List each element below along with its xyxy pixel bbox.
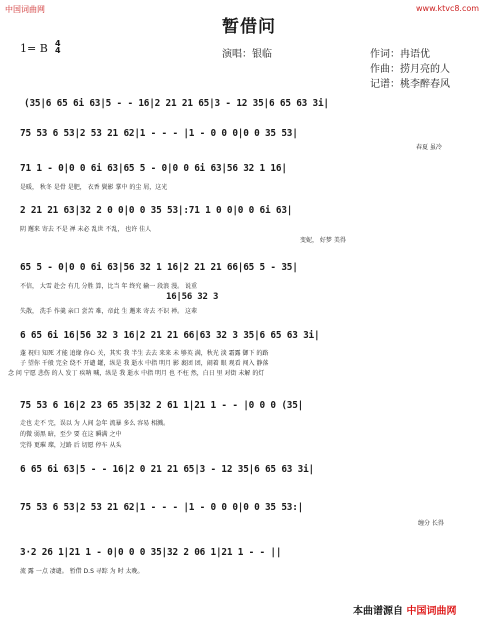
notation-line: 3·2 26 1|21 1 - 0|0 0 0 35|32 2 06 1|21 1 - - || [20,547,282,558]
lyric-line: 完得 更璀 璨，过路 后 切愿 停车 从头 [20,442,122,449]
footer-site-link[interactable]: 中国词曲网 [406,606,457,617]
lyric-line: 子 望你 千般 完全 绕不 开谴 罐，纵是 我 逝水 中指 明月 影 裹团 团，闹着 眼 观看 闯入 静落 [20,360,269,367]
lyric-line: 失散， 洗手 作羹 亲口 尝苦 难，帝此 生 邂来 寄去 不识 禅。 这辈 [20,308,197,315]
lyric-line: 缠分 长得 [418,520,444,527]
watermark-top-left: 中国词曲网 [5,5,45,14]
lyric-line: 春夏 虽冷 [416,144,442,151]
lyric-line: 蓬 祝归 知死 才能 追缘 你心 关，其实 我 半生 去去 来来 未 够英 满，秋光 淡 霜露 御下 的路 [20,350,269,357]
notation-line: 2 21 21 63|32 2 0 0|0 0 35 53|:71 1 0 0|0 0 6i 63| [20,205,293,216]
notation-line: 6 65 6i 16|56 32 3 16|2 21 21 66|63 32 3 35|6 65 63 3i| [20,330,320,341]
notation-line: 65 5 - 0|0 0 6i 63|56 32 1 16|2 21 21 66|65 5 - 35| [20,262,298,273]
lyric-line: 是暖， 秋冬 是骨 是肥， 衣香 鬓影 掌中 的尘 屑，这光 [20,184,168,191]
lyric-line: 阴 邂来 寄去 不是 禅 未必 乱世 不乱， 也许 佳人 [20,226,152,233]
lyric-line: 念 问 宁愿 悲伤 的人 发丁 疾呐 喊，纵是 我 逝水 中指 明月 也 不枉 然，白日 里 对街 未解 的灯 [8,370,265,377]
time-signature [55,40,61,54]
singer: 演唱：银临 [222,49,272,60]
notation-line: 16|56 32 3 [166,292,219,302]
lyric-line: 走也 走不 完，误以 为 人间 急年 流暴 多么 容易 相溅。 [20,420,170,427]
notation-line: 75 53 6 16|2 23 65 35|32 2 61 1|21 1 - - |0 0 0 (35| [20,400,304,411]
time-sig-top: 4 [55,39,61,48]
footer-prefix: 本曲谱源自 [353,606,403,617]
notation-line: 75 53 6 53|2 53 21 62|1 - - - |1 - 0 0 0|0 0 35 53:| [20,502,304,513]
key-signature: 1= B [20,42,48,55]
lyric-line: 流 露 一点 凄谴。 暂借 D.S 寻踪 为 时 太晚。 [20,568,144,575]
watermark-top-right: www.ktvc8.com [416,4,480,13]
song-title: 暂借问 [222,17,276,37]
lyricist: 作词：冉语优 [370,49,430,60]
time-sig-bottom: 4 [55,46,61,55]
notation-line: 75 53 6 53|2 53 21 62|1 - - - |1 - 0 0 0|0 0 35 53| [20,128,298,139]
transcriber: 记谱：桃李醉春风 [370,79,450,90]
lyric-line: 的微 弱黑 暗，至少 要 在这 瞬满 之中 [20,431,122,438]
composer: 作曲：捞月亮的人 [370,64,450,75]
footer-source [353,602,456,617]
notation-line: (35|6 65 6i 63|5 - - 16|2 21 21 65|3 - 12 35|6 65 63 3i| [24,98,329,109]
notation-line: 6 65 6i 63|5 - - 16|2 0 21 21 65|3 - 12 35|6 65 63 3i| [20,464,314,475]
lyric-line: 变妮， 好梦 美得 [300,237,346,244]
lyric-line: 不信， 大雪 赴会 有几 分胜 算，比当 年 终究 输一 段浪 漫。 说重 [20,283,197,290]
notation-line: 71 1 - 0|0 0 6i 63|65 5 - 0|0 0 6i 63|56 32 1 16| [20,163,287,174]
